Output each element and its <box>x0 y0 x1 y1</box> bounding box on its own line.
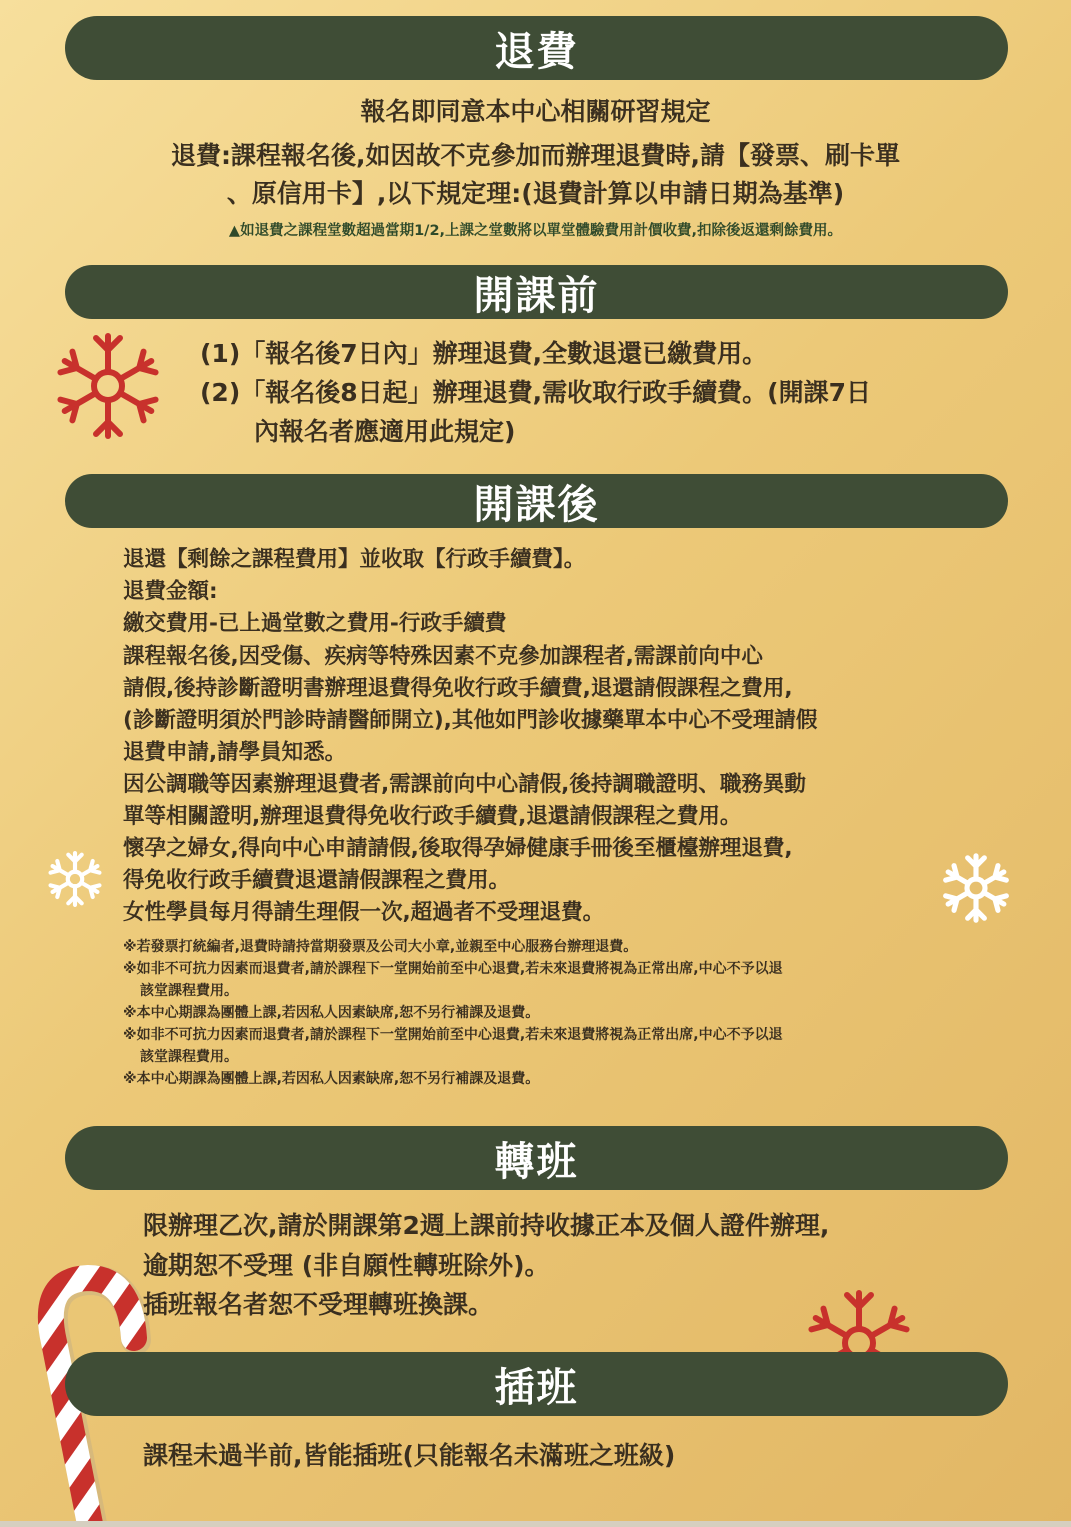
refund-line: 退費:課程報名後,如因故不克參加而辦理退費時,請【發票、刷卡單 <box>171 141 900 170</box>
after-class-note: ※若發票打統編者,退費時請持當期發票及公司大小章,並親至中心服務台辦理退費。 <box>123 939 638 955</box>
page-bottom-edge <box>0 1521 1071 1527</box>
after-class-note: ※如非不可抗力因素而退費者,請於課程下一堂開始前至中心退費,若未來退費將視為正常出席,中心不予以退 <box>123 1027 783 1043</box>
after-class-line: 課程報名後,因受傷、疾病等特殊因素不克參加課程者,需課前向中心 <box>123 644 763 669</box>
after-class-line: 請假,後持診斷證明書辦理退費得免收行政手續費,退還請假課程之費用, <box>123 676 793 701</box>
red-snowflake-icon <box>52 330 164 442</box>
after-class-note: ※本中心期課為團體上課,若因私人因素缺席,恕不另行補課及退費。 <box>123 1005 540 1021</box>
before-class-line: 內報名者應適用此規定) <box>254 417 516 446</box>
transfer-line: 限辦理乙次,請於開課第2週上課前持收據正本及個人證件辦理, <box>143 1211 830 1240</box>
refund-banner <box>65 16 1008 80</box>
transfer-line: 逾期恕不受理 (非自願性轉班除外)。 <box>143 1251 550 1280</box>
join-class-title: 插班 <box>494 1364 579 1411</box>
after-class-line: 退還【剩餘之課程費用】並收取【行政手續費】。 <box>123 547 586 572</box>
after-class-line: (診斷證明須於門診時請醫師開立),其他如門診收據藥單本中心不受理請假 <box>123 708 818 733</box>
after-class-note: ※本中心期課為團體上課,若因私人因素缺席,恕不另行補課及退費。 <box>123 1071 540 1087</box>
after-class-line: 懷孕之婦女,得向中心申請請假,後取得孕婦健康手冊後至櫃檯辦理退費, <box>123 836 793 861</box>
transfer-banner <box>65 1126 1008 1190</box>
before-class-line: (1)「報名後7日內」辦理退費,全數退還已繳費用。 <box>200 339 768 368</box>
before-class-title: 開課前 <box>473 272 600 319</box>
transfer-line: 插班報名者恕不受理轉班換課。 <box>143 1290 494 1319</box>
white-snowflake-icon <box>46 850 104 908</box>
white-snowflake-icon <box>940 852 1012 924</box>
after-class-line: 繳交費用-已上過堂數之費用-行政手續費 <box>123 611 507 636</box>
after-class-line: 因公調職等因素辦理退費者,需課前向中心請假,後持調職證明、職務異動 <box>123 772 806 797</box>
refund-title: 退費 <box>494 28 579 75</box>
transfer-title: 轉班 <box>494 1138 579 1185</box>
after-class-line: 退費金額: <box>123 579 218 604</box>
after-class-note: 該堂課程費用。 <box>140 983 238 999</box>
after-class-line: 退費申請,請學員知悉。 <box>123 740 347 765</box>
after-class-line: 單等相關證明,辦理退費得免收行政手續費,退還請假課程之費用。 <box>123 804 742 829</box>
refund-line: 、原信用卡】,以下規定理:(退費計算以申請日期為基準) <box>226 179 845 208</box>
after-class-note: ※如非不可抗力因素而退費者,請於課程下一堂開始前至中心退費,若未來退費將視為正常出席,中心不予以退 <box>123 961 783 977</box>
before-class-line: (2)「報名後8日起」辦理退費,需收取行政手續費。(開課7日 <box>200 378 871 407</box>
after-class-banner <box>65 474 1008 528</box>
after-class-line: 得免收行政手續費退還請假課程之費用。 <box>123 868 511 893</box>
join-class-banner <box>65 1352 1008 1416</box>
refund-line: 報名即同意本中心相關研習規定 <box>360 97 711 126</box>
after-class-title: 開課後 <box>473 481 600 528</box>
join-class-line: 課程未過半前,皆能插班(只能報名未滿班之班級) <box>143 1441 676 1470</box>
after-class-note: 該堂課程費用。 <box>140 1049 238 1065</box>
before-class-banner <box>65 265 1008 319</box>
refund-note: ▲如退費之課程堂數超過當期1/2,上課之堂數將以單堂體驗費用計價收費,扣除後返還剩餘費用。 <box>228 223 843 239</box>
after-class-line: 女性學員每月得請生理假一次,超過者不受理退費。 <box>123 900 605 925</box>
